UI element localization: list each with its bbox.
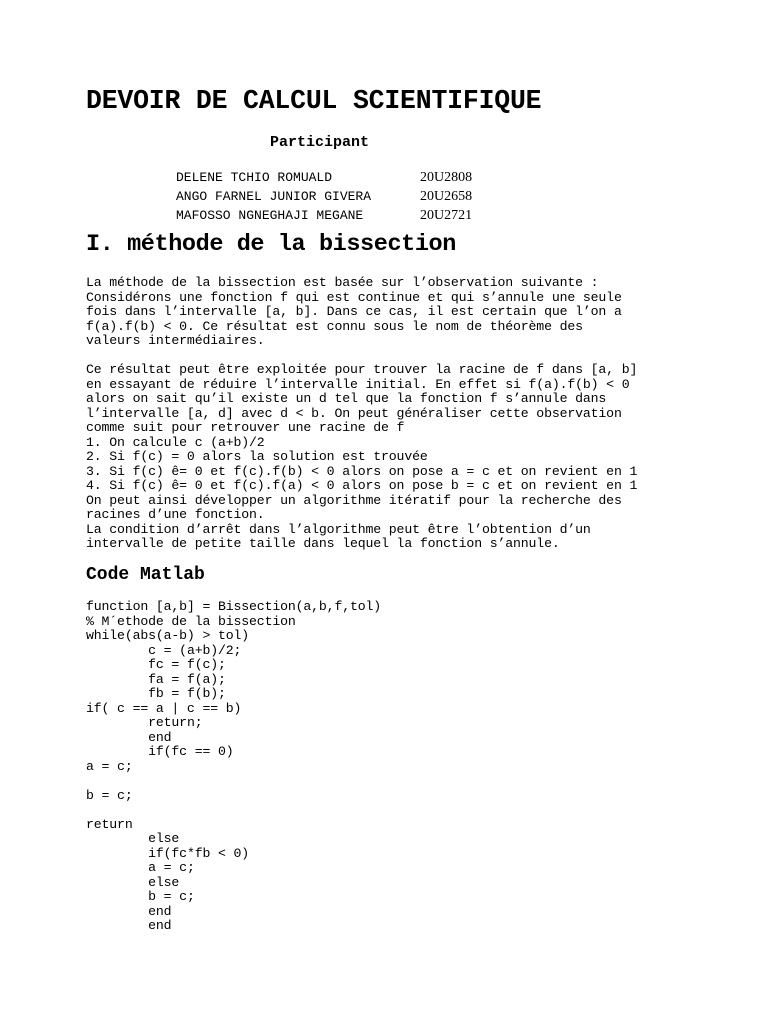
code-line: function [a,b] = Bissection(a,b,f,tol) — [86, 599, 382, 614]
code-line — [86, 803, 381, 818]
paragraph-line: valeurs intermédiaires. — [86, 333, 265, 348]
paragraph-line: 2. Si f(c) = 0 alors la solution est trouvée — [86, 449, 428, 464]
code-line: fa = f(a); — [86, 671, 226, 687]
code-line: b = c; — [86, 889, 195, 904]
code-line: end — [86, 903, 172, 919]
code-line — [86, 774, 381, 789]
code-line: else — [86, 874, 180, 890]
code-line: else — [86, 831, 180, 846]
participant-id: 20U2658 — [420, 189, 473, 204]
paragraph-line: en essayant de réduire l’intervalle initial. En effet si f(a).f(b) < 0 — [86, 376, 630, 392]
paragraph-line: 4. Si f(c) ê= 0 et f(c).f(a) < 0 alors on pose b = c et on revient en 1 — [86, 478, 638, 493]
paragraph-line: 1. On calcule c (a+b)/2 — [86, 434, 265, 450]
code-line: if(fc*fb < 0) — [86, 845, 250, 861]
code-line: return — [86, 816, 133, 832]
code-line: % M´ethode de la bissection — [86, 613, 296, 629]
code-heading: Code Matlab — [86, 565, 205, 585]
code-line: fb = f(b); — [86, 686, 226, 701]
paragraph-line: La méthode de la bissection est basée sur l’observation suivante : — [86, 275, 599, 290]
code-line: fc = f(c); — [86, 657, 226, 672]
participant-name: MAFOSSO NGNEGHAJI MEGANE — [176, 208, 364, 223]
code-line: a = c; — [86, 860, 195, 875]
paragraph-line: alors on sait qu’il existe un d tel que la fonction f s’annule dans — [86, 391, 607, 406]
participant-name: ANGO FARNEL JUNIOR GIVERA — [176, 189, 372, 204]
code-line: return; — [86, 715, 203, 730]
paragraph-line: 3. Si f(c) ê= 0 et f(c).f(b) < 0 alors on pose a = c et on revient en 1 — [86, 463, 638, 479]
code-line: c = (a+b)/2; — [86, 642, 242, 658]
paragraph-line: La condition d’arrêt dans l’algorithme peut être l’obtention d’un — [86, 521, 591, 537]
paragraph-line: comme suit pour retrouver une racine de f — [86, 420, 405, 435]
participant-name: DELENE TCHIO ROMUALD — [176, 170, 333, 185]
paragraph-line: l’intervalle [a, d] avec d < b. On peut généraliser cette observation — [86, 405, 622, 421]
paragraph-line: racines d’une fonction. — [86, 507, 265, 522]
code-line: end — [86, 729, 172, 745]
paragraph-line: Considérons une fonction f qui est continue et qui s’annule une seule — [86, 289, 622, 305]
participant-label: Participant — [270, 134, 370, 151]
paragraph-line: f(a).f(b) < 0. Ce résultat est connu sous le nom de théorème des — [86, 318, 583, 334]
paragraph-line: fois dans l’intervalle [a, b]. Dans ce cas, il est certain que l’on a — [86, 304, 622, 319]
code-line: b = c; — [86, 787, 133, 803]
document-title: DEVOIR DE CALCUL SCIENTIFIQUE — [86, 86, 542, 116]
code-line: a = c; — [86, 758, 133, 774]
paragraph-line: Ce résultat peut être exploitée pour trouver la racine de f dans [a, b] — [86, 362, 638, 377]
section-heading: I. méthode de la bissection — [86, 231, 456, 258]
paragraph-observation — [86, 276, 622, 349]
code-line: if( c == a | c == b) — [86, 700, 242, 716]
paragraph-line: On peut ainsi développer un algorithme itératif pour la recherche des — [86, 492, 622, 508]
code-line: end — [86, 918, 172, 933]
participant-list — [176, 168, 472, 225]
paragraph-line: intervalle de petite taille dans lequel la fonction s’annule. — [86, 536, 560, 551]
participant-id: 20U2808 — [420, 170, 473, 185]
code-listing — [86, 600, 381, 934]
participant-id: 20U2721 — [420, 208, 473, 223]
code-line: if(fc == 0) — [86, 744, 234, 759]
code-line: while(abs(a-b) > tol) — [86, 628, 250, 643]
paragraph-algorithm — [86, 363, 637, 552]
